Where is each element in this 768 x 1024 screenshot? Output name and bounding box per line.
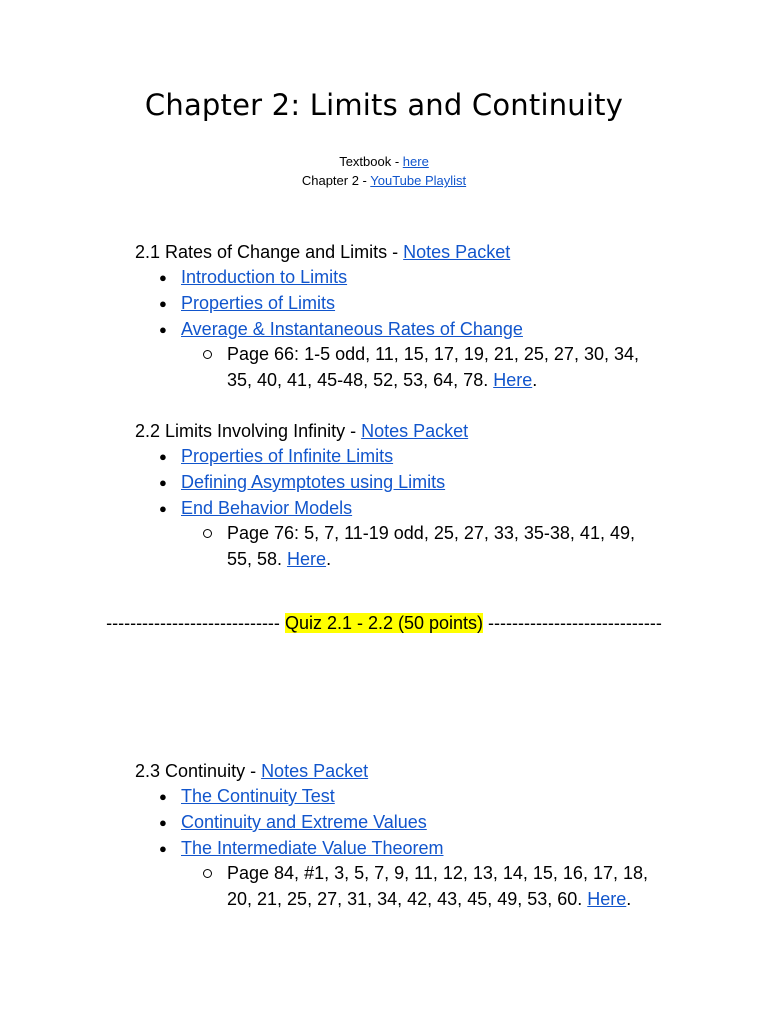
topic-list	[135, 265, 715, 342]
hollow-bullet-icon	[203, 529, 212, 538]
playlist-line	[0, 171, 768, 190]
section-heading	[135, 758, 715, 784]
section-heading	[135, 239, 715, 265]
homework-period: .	[326, 549, 332, 570]
bullet-icon: ●	[159, 295, 167, 311]
section-title: 2.3 Continuity -	[135, 761, 262, 781]
notes-packet-link[interactable]: Notes Packet	[403, 242, 511, 262]
homework-text-line	[227, 887, 715, 913]
homework-text: 55, 58.	[227, 549, 288, 570]
list-item	[135, 291, 715, 317]
topic-link[interactable]: Continuity and Extreme Values	[181, 811, 427, 832]
section-title: 2.2 Limits Involving Infinity -	[135, 421, 362, 441]
homework-text-line	[227, 547, 715, 573]
quiz-label: Quiz 2.1 - 2.2 (50 points)	[284, 613, 484, 633]
homework-text-line: Page 84, #1, 3, 5, 7, 9, 11, 12, 13, 14, 15, 16, 17, 18,	[227, 863, 648, 884]
dashes-right: -----------------------------	[483, 613, 662, 633]
homework-item	[135, 521, 715, 573]
bullet-icon: ●	[159, 789, 167, 804]
homework-here-link[interactable]: Here	[287, 549, 327, 570]
youtube-playlist-link[interactable]: YouTube Playlist	[370, 173, 467, 188]
playlist-prefix: Chapter 2 -	[301, 173, 371, 188]
topic-link[interactable]: The Intermediate Value Theorem	[181, 837, 444, 858]
homework-text-line: Page 66: 1-5 odd, 11, 15, 17, 19, 21, 25, 27, 30, 34,	[227, 344, 639, 365]
homework-here-link[interactable]: Here	[587, 889, 627, 910]
homework-text: 20, 21, 25, 27, 31, 34, 42, 43, 45, 49, 53, 60.	[227, 889, 588, 910]
section-2-2	[135, 418, 715, 573]
homework-item	[135, 861, 715, 913]
topic-list	[135, 444, 715, 521]
bullet-icon: ●	[159, 500, 167, 516]
list-item	[135, 265, 715, 291]
list-item	[135, 470, 715, 496]
section-2-1	[135, 239, 715, 394]
page-title: Chapter 2: Limits and Continuity	[144, 88, 624, 122]
bullet-icon: ●	[159, 840, 167, 856]
list-item	[135, 496, 715, 522]
bullet-icon: ●	[159, 814, 167, 830]
section-heading	[135, 418, 715, 444]
bullet-icon: ●	[159, 474, 167, 490]
homework-here-link[interactable]: Here	[493, 370, 533, 391]
bullet-icon: ●	[159, 321, 167, 337]
homework-text-line	[227, 368, 715, 394]
textbook-line	[0, 152, 768, 171]
hollow-bullet-icon	[203, 869, 212, 878]
textbook-link[interactable]: here	[402, 154, 429, 169]
homework-period: .	[532, 370, 538, 391]
section-2-3	[135, 758, 715, 913]
list-item	[135, 444, 715, 470]
section-title: 2.1 Rates of Change and Limits -	[135, 242, 404, 262]
list-item	[135, 317, 715, 343]
list-item	[135, 836, 715, 862]
topic-link[interactable]: End Behavior Models	[181, 497, 353, 518]
topic-link[interactable]: Introduction to Limits	[181, 267, 348, 287]
topic-link[interactable]: Properties of Limits	[181, 292, 336, 313]
hollow-bullet-icon	[203, 350, 212, 359]
notes-packet-link[interactable]: Notes Packet	[361, 421, 469, 441]
topic-link[interactable]: Average & Instantaneous Rates of Change	[181, 318, 523, 339]
topic-link[interactable]: The Continuity Test	[181, 786, 335, 806]
bullet-icon: ●	[159, 449, 167, 464]
resource-links	[0, 152, 768, 190]
list-item	[135, 810, 715, 836]
topic-link[interactable]: Defining Asymptotes using Limits	[181, 471, 446, 492]
topic-list	[135, 784, 715, 861]
notes-packet-link[interactable]: Notes Packet	[261, 761, 369, 781]
homework-text-line: Page 76: 5, 7, 11-19 odd, 25, 27, 33, 35-38, 41, 49,	[227, 523, 635, 544]
homework-period: .	[626, 889, 632, 910]
topic-link[interactable]: Properties of Infinite Limits	[181, 446, 394, 466]
quiz-separator	[0, 610, 768, 636]
dashes-left: -----------------------------	[106, 613, 285, 633]
bullet-icon: ●	[159, 270, 167, 285]
textbook-prefix: Textbook -	[339, 154, 403, 169]
list-item	[135, 784, 715, 810]
homework-item	[135, 342, 715, 394]
homework-text: 35, 40, 41, 45-48, 52, 53, 64, 78.	[227, 370, 494, 391]
